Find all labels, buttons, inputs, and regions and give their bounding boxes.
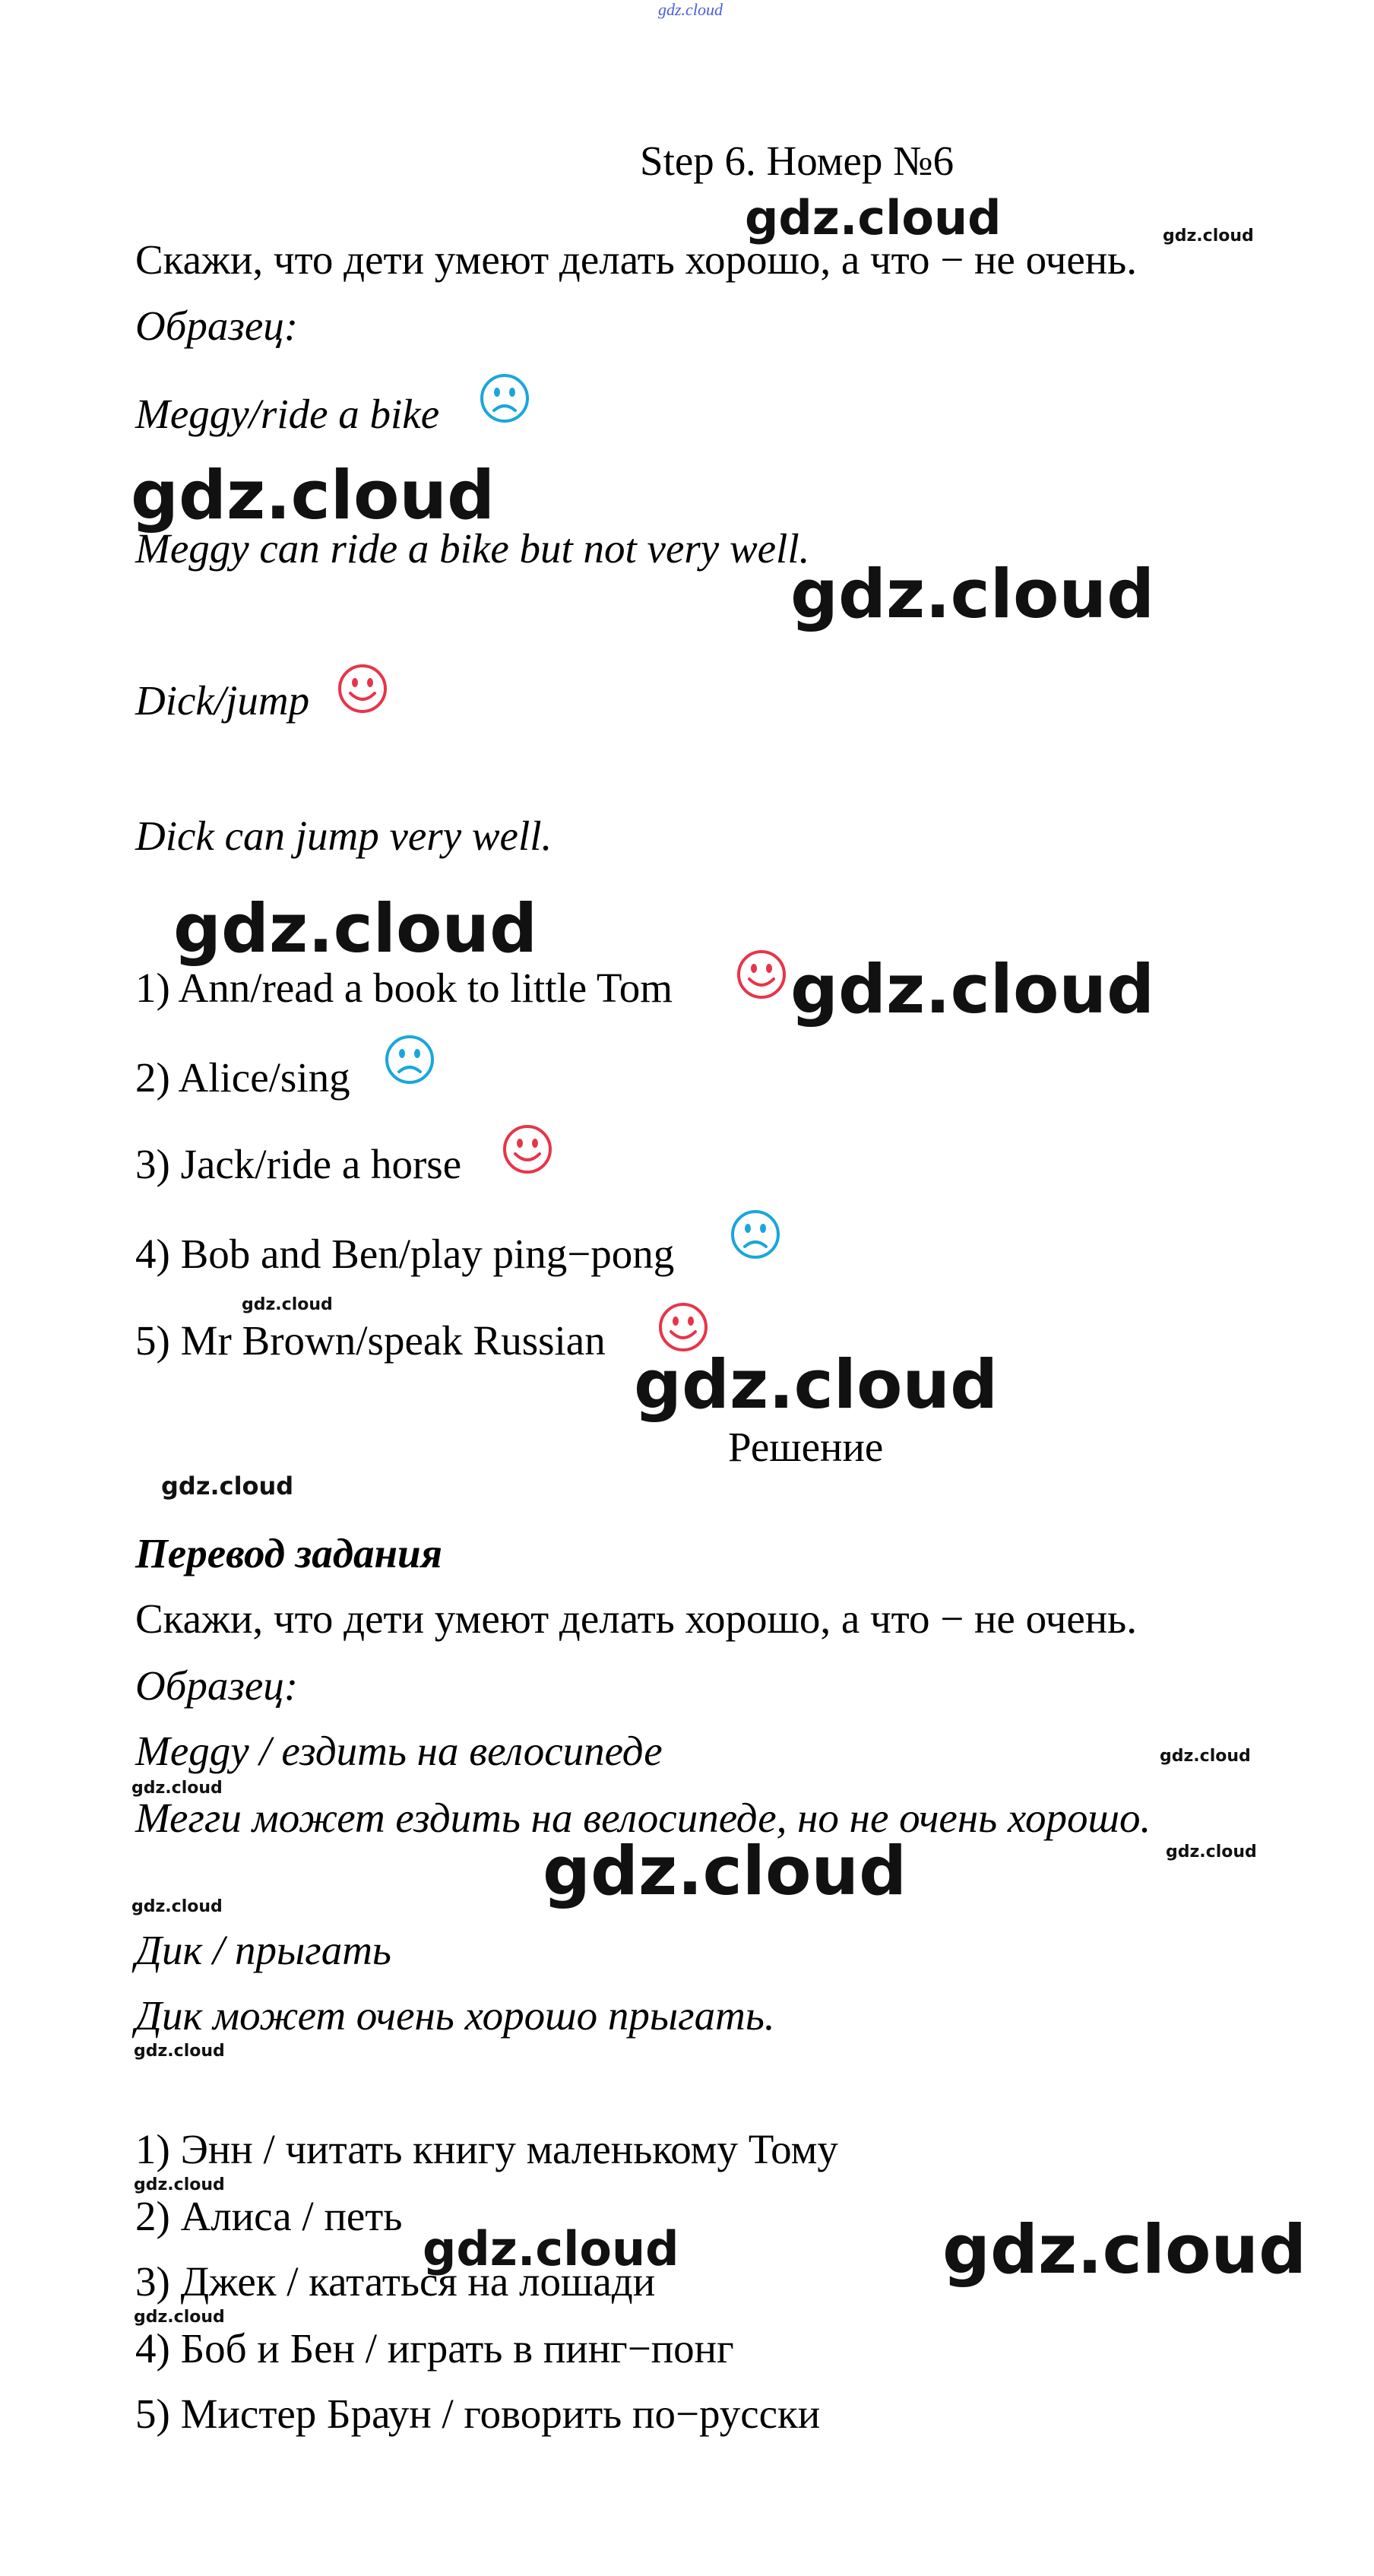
top-watermark: gdz.cloud: [658, 0, 723, 19]
solution-item: 3) Джек / кататься на лошади: [135, 2258, 656, 2305]
task-item: 4) Bob and Ben/play ping−pong: [135, 1231, 675, 1277]
task-instruction: Скажи, что дети умеют делать хорошо, а что − не очень.: [135, 236, 1138, 283]
watermark: gdz.cloud: [1160, 1747, 1251, 1766]
task-item: 3) Jack/ride a horse: [135, 1141, 462, 1187]
watermark: gdz.cloud: [131, 456, 495, 534]
solution-sample-label: Образец:: [135, 1662, 299, 1709]
translation-heading: Перевод задания: [135, 1530, 442, 1576]
solution-instruction: Скажи, что дети умеют делать хорошо, а что − не очень.: [135, 1595, 1138, 1642]
watermark: gdz.cloud: [134, 2308, 225, 2327]
example1-prompt: Meggy/ride a bike: [135, 391, 440, 437]
watermark: gdz.cloud: [634, 1345, 999, 1424]
watermark: gdz.cloud: [131, 1779, 223, 1798]
solution-example1-prompt: Meggy / ездить на велосипеде: [135, 1728, 663, 1774]
solution-example1-answer: Мегги может ездить на велосипеде, но не очень хорошо.: [135, 1795, 1151, 1841]
watermark: gdz.cloud: [790, 950, 1155, 1028]
watermark: gdz.cloud: [242, 1295, 333, 1314]
task-item: 1) Ann/read a book to little Tom: [135, 965, 673, 1011]
watermark: gdz.cloud: [131, 1897, 223, 1916]
watermark: gdz.cloud: [543, 1832, 907, 1910]
solution-heading: Решение: [728, 1424, 884, 1470]
watermark: gdz.cloud: [1166, 1842, 1257, 1862]
solution-item: 1) Энн / читать книгу маленькому Тому: [135, 2126, 838, 2172]
sad-face-icon: [730, 1209, 781, 1260]
watermark: gdz.cloud: [423, 2221, 679, 2277]
example2-prompt: Dick/jump: [135, 677, 310, 724]
solution-example2-answer: Дик может очень хорошо прыгать.: [135, 1992, 775, 2039]
watermark: gdz.cloud: [134, 2175, 225, 2194]
watermark: gdz.cloud: [790, 555, 1155, 633]
watermark: gdz.cloud: [745, 190, 1002, 246]
watermark: gdz.cloud: [1163, 227, 1254, 246]
sad-face-icon: [479, 372, 530, 424]
watermark: gdz.cloud: [134, 2042, 225, 2061]
happy-face-icon: [502, 1123, 553, 1175]
watermark: gdz.cloud: [173, 889, 538, 968]
example2-answer: Dick can jump very well.: [135, 813, 552, 859]
watermark: gdz.cloud: [161, 1472, 294, 1500]
sample-label: Образец:: [135, 303, 299, 349]
happy-face-icon: [337, 663, 388, 714]
example1-answer: Meggy can ride a bike but not very well.: [135, 525, 810, 572]
task-item: 2) Alice/sing: [135, 1054, 350, 1101]
task-item: 5) Mr Brown/speak Russian: [135, 1317, 606, 1364]
sad-face-icon: [384, 1034, 435, 1085]
solution-example2-prompt: Дик / прыгать: [135, 1927, 391, 1973]
solution-item: 2) Алиса / петь: [135, 2193, 403, 2239]
solution-item: 4) Боб и Бен / играть в пинг−понг: [135, 2325, 734, 2372]
happy-face-icon: [736, 949, 787, 1000]
watermark: gdz.cloud: [942, 2210, 1307, 2289]
page-title: Step 6. Номер №6: [640, 138, 955, 184]
solution-item: 5) Мистер Браун / говорить по−русски: [135, 2391, 821, 2437]
